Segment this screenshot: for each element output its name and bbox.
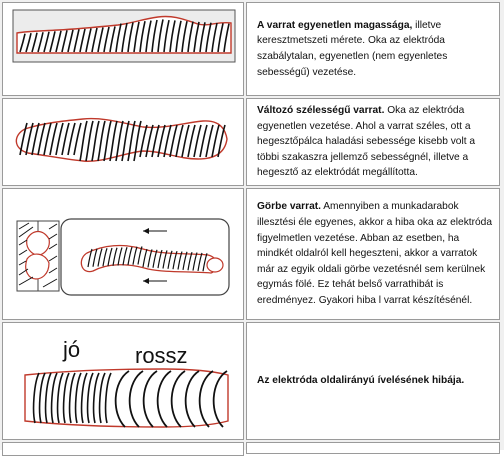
row-title: A varrat egyenetlen magassága, (257, 19, 413, 31)
illustration-next (2, 442, 244, 456)
description-varying-width (246, 98, 500, 186)
row-title: Változó szélességű varrat. (257, 105, 385, 117)
row-title: Az elektróda oldalirányú ívelésének hibája. (257, 375, 465, 387)
row-text: Oka az elektróda egyenetlen vezetése. Ahol a varrat széles, ott a hegesztőpálca haladási sebessége kisebb volt a többi szakaszra jellemző sebességnél, illetve a hegesztő az elektródát megállította. (257, 105, 476, 179)
label-good: jó (63, 337, 81, 362)
weld-bead-curved-figure (3, 189, 243, 319)
table-row (0, 442, 504, 454)
weld-bead-uneven-height-figure (3, 3, 243, 95)
illustration-curved-weld (2, 188, 244, 320)
description-curved-weld (246, 188, 500, 320)
weld-bead-varying-width-figure (3, 99, 243, 185)
table-row (0, 188, 504, 320)
label-bad: rossz (135, 343, 188, 368)
description-uneven-height (246, 2, 500, 96)
table-row (0, 98, 504, 186)
table-row (0, 322, 504, 440)
description-next (246, 442, 500, 454)
illustration-varying-width (2, 98, 244, 186)
weld-bead-arc-figure (3, 323, 243, 439)
description-electrode-arc (246, 322, 500, 440)
row-text: illetve keresztmetszeti mérete. Oka az elektróda szabálytalan, egyenetlen (nem egyenletes sebességű) vezetése. (257, 19, 448, 78)
illustration-uneven-height (2, 2, 244, 96)
table-row (0, 2, 504, 96)
row-text: Amennyiben a munkadarabok illesztési éle egyenes, akkor a hiba oka az elektróda figyelmetlen vezetése. Abban az esetben, ha mindkét oldalról kell hegeszteni, akkor a varratok már az egyik oldali görbe vezetésnél sem kerülnek egymás fölé. Ez tehát belső varrathibát is eredményez. Gyakori hiba l varrat készítésénél. (257, 201, 493, 306)
illustration-electrode-arc (2, 322, 244, 440)
row-title: Görbe varrat. (257, 201, 321, 213)
